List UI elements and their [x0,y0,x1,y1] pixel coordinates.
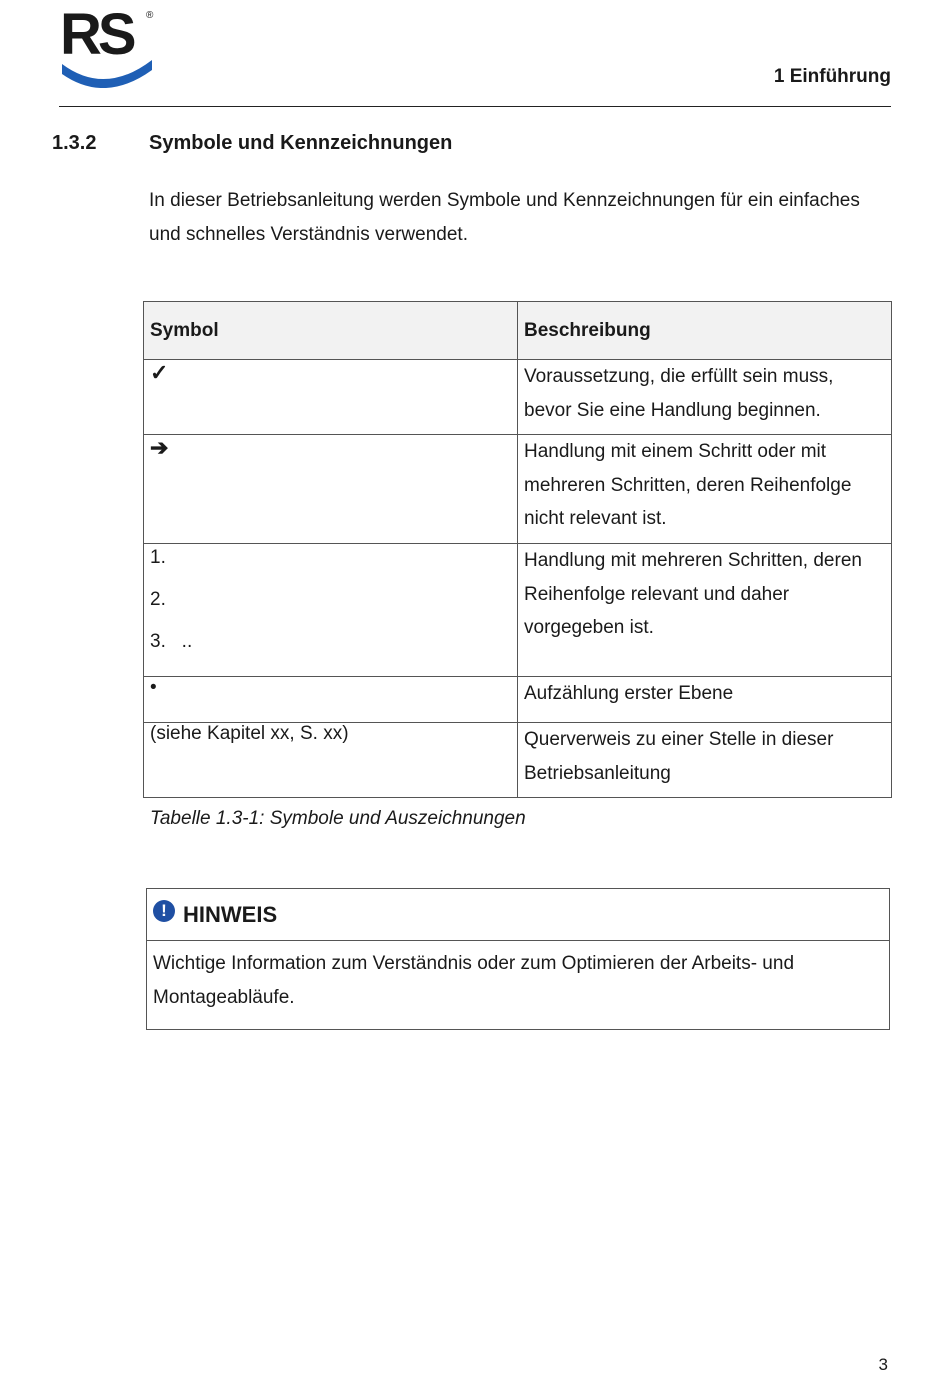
chapter-heading: 1 Einführung [773,66,891,87]
section-title: Symbole und Kennzeichnungen [149,132,453,154]
list-number-3: 3. .. [150,631,193,652]
header-divider [59,106,891,107]
table-row [144,435,892,544]
exclamation-icon: ! [153,900,175,922]
note-body: Wichtige Information zum Verständnis oder zum Optimieren der Arbeits- und Montageabläufe. [153,953,795,1008]
svg-text:RS: RS [60,6,133,67]
table-header-row [144,302,892,360]
row-description: Handlung mit mehreren Schritten, deren Reihenfolge relevant und daher vorgegeben ist. [518,544,892,677]
list-number-2: 2. [150,589,166,610]
symbols-table [143,301,892,798]
section-number: 1.3.2 [52,132,97,154]
intro-paragraph: In dieser Betriebsanleitung werden Symbole und Kennzeichnungen für ein einfaches und schnelles Verständnis verwendet. [149,190,860,245]
rs-logo-mark [60,6,156,88]
row-description: Voraussetzung, die erfüllt sein muss, bevor Sie eine Handlung beginnen. [518,360,892,435]
note-title: HINWEIS [183,901,278,927]
column-header-symbol: Symbol [144,302,518,360]
cross-reference-symbol: (siehe Kapitel xx, S. xx) [144,723,518,798]
svg-text:®: ® [146,10,154,21]
rs-logo [60,6,156,88]
table-row [144,723,892,798]
row-description: Handlung mit einem Schritt oder mit mehreren Schritten, deren Reihenfolge nicht relevant ist. [518,435,892,544]
column-header-description: Beschreibung [518,302,892,360]
table-row [144,544,892,677]
numbered-list-symbol [144,544,518,677]
bullet-icon: • [150,677,157,698]
note-box [146,888,890,1030]
page-number: 3 [878,1355,888,1374]
row-description: Aufzählung erster Ebene [518,677,892,723]
table-row [144,677,892,723]
table-row [144,360,892,435]
checkmark-icon: ✓ [150,360,169,385]
note-header [147,889,889,941]
arrow-right-icon: ➔ [150,435,169,460]
row-description: Querverweis zu einer Stelle in dieser Betriebsanleitung [518,723,892,798]
list-number-1: 1. [150,547,166,568]
table-caption: Tabelle 1.3-1: Symbole und Auszeichnungen [150,808,526,829]
